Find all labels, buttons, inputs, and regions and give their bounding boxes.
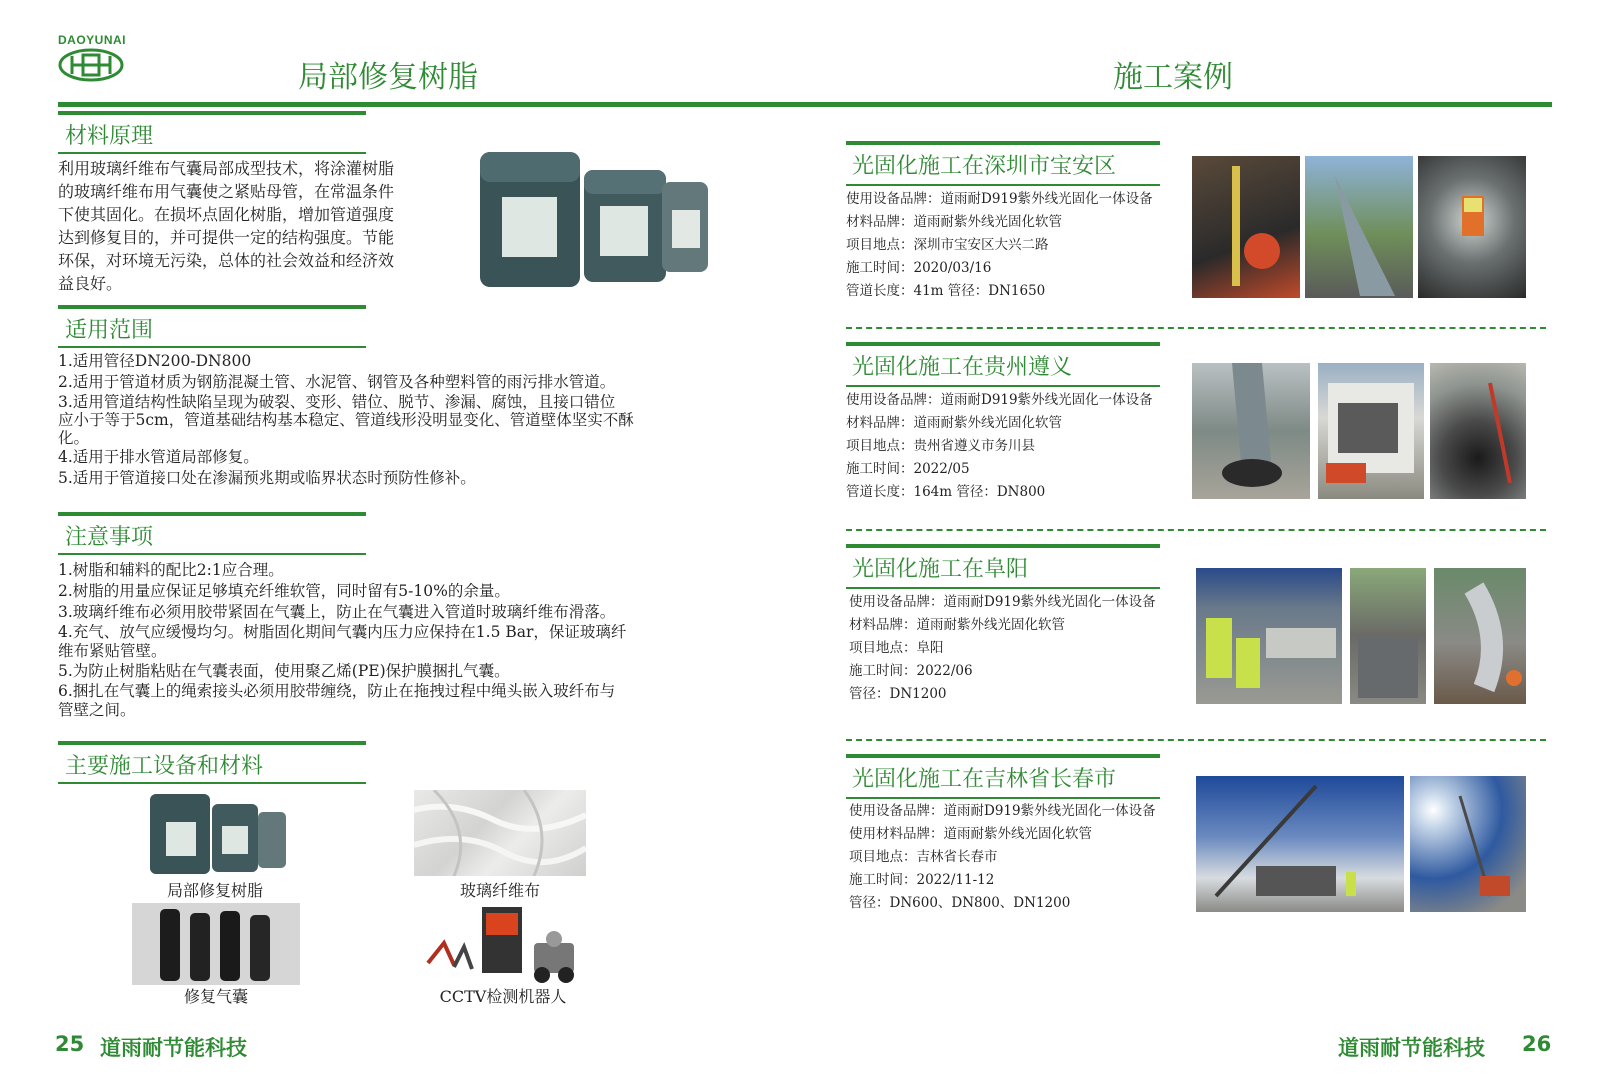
- case-divider-2: [846, 529, 1546, 531]
- case-3-header: [846, 544, 1160, 589]
- header-divider: [58, 102, 1552, 107]
- resin-drums-photo: [472, 142, 712, 292]
- case-3-photo-2: [1350, 568, 1426, 704]
- section-notes-header: [58, 512, 366, 555]
- case-2-info: [846, 389, 1176, 504]
- case-info-line: 使用设备品牌：道雨耐D919紫外线光固化一体设备: [849, 803, 1156, 819]
- case-info-line: 项目地点：深圳市宝安区大兴二路: [846, 237, 1049, 253]
- caption-fiberglass: 玻璃纤维布: [459, 881, 540, 900]
- case-info-line: 管道长度：164m 管径：DN800: [846, 484, 1046, 500]
- cctv-robot-photo: [424, 903, 580, 985]
- principle-line: 利用玻璃纤维布气囊局部成型技术，将涂灌树脂: [58, 159, 395, 178]
- case-1-photo-2: [1305, 156, 1413, 298]
- principle-line: 环保，对环境无污染，总体的社会效益和经济效: [58, 251, 395, 270]
- case-info-line: 管径：DN1200: [849, 686, 947, 702]
- left-footer-company: 道雨耐节能科技: [100, 1036, 247, 1060]
- case-info-line: 项目地点：吉林省长春市: [849, 849, 998, 865]
- scope-item: 3.适用管道结构性缺陷呈现为破裂、变形、错位、脱节、渗漏、腐蚀，且接口错位: [58, 393, 616, 411]
- case-info-line: 施工时间：2022/11-12: [849, 872, 995, 888]
- scope-item: 5.适用于管道接口处在渗漏预兆期或临界状态时预防性修补。: [58, 469, 476, 487]
- left-page-number: 25: [55, 1032, 85, 1056]
- case-4-photo-2: [1410, 776, 1526, 912]
- repair-airbag-photo: [132, 903, 300, 985]
- case-info-line: 项目地点：阜阳: [849, 640, 944, 656]
- case-info-line: 使用材料品牌：道雨耐紫外线光固化软管: [849, 826, 1092, 842]
- caption-airbag: 修复气囊: [183, 987, 248, 1006]
- section-scope-title: 适用范围: [65, 318, 154, 343]
- scope-list: [58, 351, 778, 489]
- resin-drums-small-photo: [148, 790, 288, 876]
- case-1-photo-1: [1192, 156, 1300, 298]
- scope-item: 化。: [58, 429, 90, 447]
- principle-text: [58, 157, 458, 295]
- case-2-photo-1: [1192, 363, 1310, 499]
- section-scope-header: [58, 305, 366, 348]
- principle-line: 的玻璃纤维布用气囊使之紧贴母管，在常温条件: [58, 182, 395, 201]
- case-info-line: 管道长度：41m 管径：DN1650: [846, 283, 1046, 299]
- case-1-photo-3: [1418, 156, 1526, 298]
- case-1-header: [846, 141, 1160, 186]
- case-2-photo-2: [1318, 363, 1424, 499]
- scope-item: 4.适用于排水管道局部修复。: [58, 448, 259, 466]
- case-info-line: 使用设备品牌：道雨耐D919紫外线光固化一体设备: [849, 594, 1156, 610]
- right-footer-company: 道雨耐节能科技: [1338, 1036, 1485, 1060]
- case-info-line: 施工时间：2022/06: [849, 663, 973, 679]
- case-divider-3: [846, 739, 1546, 741]
- brand-logo-text: DAOYUNAI: [58, 33, 127, 47]
- case-4-title: 光固化施工在吉林省长春市: [852, 767, 1117, 792]
- brand-logo-icon: [58, 47, 124, 87]
- case-4-header: [846, 754, 1160, 799]
- case-info-line: 施工时间：2020/03/16: [846, 260, 992, 276]
- case-2-photo-3: [1430, 363, 1526, 499]
- notes-item: 4.充气、放气应缓慢均匀。树脂固化期间气囊内压力应保持在1.5 Bar，保证玻璃纤: [58, 623, 627, 641]
- section-equipment-title: 主要施工设备和材料: [65, 754, 264, 779]
- case-2-title: 光固化施工在贵州遵义: [852, 355, 1073, 380]
- case-1-title: 光固化施工在深圳市宝安区: [852, 154, 1117, 179]
- case-3-info: [849, 591, 1179, 706]
- case-info-line: 管径：DN600、DN800、DN1200: [849, 895, 1071, 911]
- case-info-line: 材料品牌：道雨耐紫外线光固化软管: [849, 617, 1065, 633]
- case-3-title: 光固化施工在阜阳: [852, 557, 1029, 582]
- case-3-photo-1: [1196, 568, 1342, 704]
- case-info-line: 使用设备品牌：道雨耐D919紫外线光固化一体设备: [846, 392, 1153, 408]
- case-1-info: [846, 188, 1176, 303]
- notes-item: 2.树脂的用量应保证足够填充纤维软管，同时留有5-10%的余量。: [58, 582, 510, 600]
- case-info-line: 使用设备品牌：道雨耐D919紫外线光固化一体设备: [846, 191, 1153, 207]
- caption-resin: 局部修复树脂: [166, 881, 263, 900]
- section-equipment-header: [58, 741, 366, 784]
- case-divider-1: [846, 327, 1546, 329]
- case-info-line: 材料品牌：道雨耐紫外线光固化软管: [846, 214, 1062, 230]
- case-info-line: 施工时间：2022/05: [846, 461, 970, 477]
- right-page-title: 施工案例: [1113, 60, 1233, 95]
- case-info-line: 项目地点：贵州省遵义市务川县: [846, 438, 1035, 454]
- principle-line: 达到修复目的，并可提供一定的结构强度。节能: [58, 228, 395, 247]
- scope-item: 应小于等于5cm，管道基础结构基本稳定、管道线形没明显变化、管道壁体坚实不酥: [58, 411, 634, 429]
- case-3-photo-3: [1434, 568, 1526, 704]
- notes-item: 1.树脂和辅料的配比2:1应合理。: [58, 561, 284, 579]
- scope-item: 2.适用于管道材质为钢筋混凝土管、水泥管、钢管及各种塑料管的雨污排水管道。: [58, 373, 616, 391]
- section-notes-title: 注意事项: [65, 525, 154, 550]
- right-page-number: 26: [1522, 1032, 1552, 1056]
- section-principle-header: [58, 111, 366, 154]
- notes-item: 维布紧贴管壁。: [58, 642, 167, 660]
- notes-item: 5.为防止树脂粘贴在气囊表面，使用聚乙烯(PE)保护膜捆扎气囊。: [58, 662, 510, 680]
- scope-item: 1.适用管径DN200-DN800: [58, 352, 252, 370]
- fiberglass-cloth-photo: [414, 790, 586, 876]
- notes-item: 管壁之间。: [58, 701, 136, 719]
- case-info-line: 材料品牌：道雨耐紫外线光固化软管: [846, 415, 1062, 431]
- principle-line: 下使其固化。在损坏点固化树脂，增加管道强度: [58, 205, 395, 224]
- case-4-info: [849, 800, 1179, 915]
- notes-list: [58, 560, 778, 720]
- notes-item: 3.玻璃纤维布必须用胶带紧固在气囊上，防止在气囊进入管道时玻璃纤维布滑落。: [58, 603, 616, 621]
- principle-line: 益良好。: [58, 274, 123, 293]
- section-principle-title: 材料原理: [65, 124, 154, 149]
- left-page-title: 局部修复树脂: [298, 60, 478, 95]
- notes-item: 6.捆扎在气囊上的绳索接头必须用胶带缠绕，防止在拖拽过程中绳头嵌入玻纤布与: [58, 682, 616, 700]
- caption-cctv: CCTV检测机器人: [439, 987, 567, 1006]
- case-4-photo-1: [1196, 776, 1404, 912]
- case-2-header: [846, 342, 1160, 387]
